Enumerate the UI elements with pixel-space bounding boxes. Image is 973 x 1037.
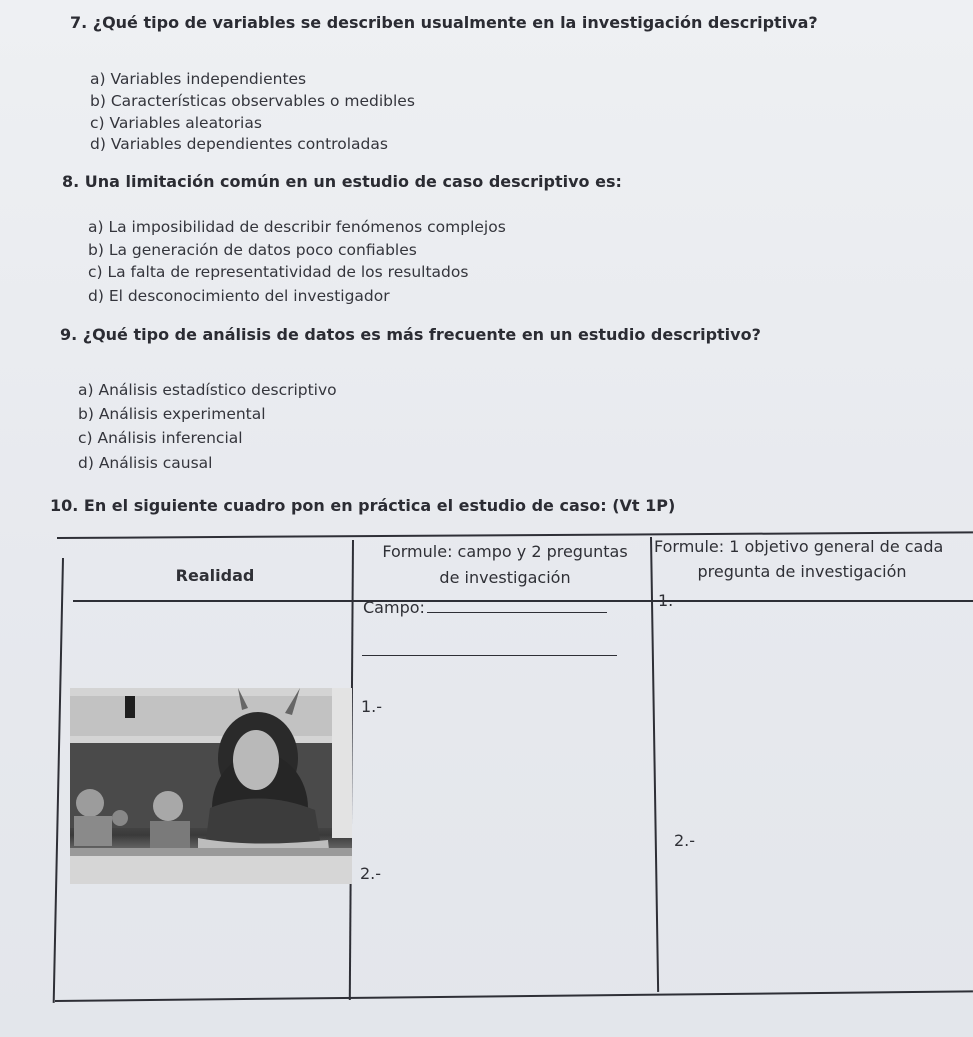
header-realidad: Realidad — [175, 566, 255, 585]
q7-option-c: c) Variables aleatorias — [90, 114, 262, 132]
q9-option-b: b) Análisis experimental — [78, 405, 266, 423]
col2-question-2: 2.- — [360, 864, 382, 883]
header-campo-preguntas-line2: de investigación — [439, 568, 571, 587]
header-campo-preguntas-line1: Formule: campo y 2 preguntas — [382, 542, 628, 561]
q7-option-d: d) Variables dependientes controladas — [90, 135, 388, 153]
question-8: 8. Una limitación común en un estudio de caso descriptivo es: — [62, 172, 622, 191]
campo-second-line[interactable] — [362, 655, 617, 656]
q7-option-a: a) Variables independientes — [90, 70, 307, 88]
question-7: 7. ¿Qué tipo de variables se describen usualmente en la investigación descriptiva? — [70, 13, 818, 32]
q7-option-b: b) Características observables o medibles — [90, 92, 415, 110]
question-10: 10. En el siguiente cuadro pon en práctica el estudio de caso: (Vt 1P) — [50, 496, 676, 515]
campo-label: Campo: — [363, 598, 425, 617]
q9-option-d: d) Análisis causal — [78, 454, 213, 472]
campo-row — [363, 598, 607, 617]
campo-blank-line[interactable] — [427, 598, 607, 613]
q8-option-b: b) La generación de datos poco confiables — [88, 241, 417, 259]
header-objetivo-line2: pregunta de investigación — [697, 562, 907, 581]
col3-objective-2: 2.- — [674, 831, 696, 850]
question-9: 9. ¿Qué tipo de análisis de datos es más frecuente en un estudio descriptivo? — [60, 325, 761, 344]
col2-question-1: 1.- — [361, 697, 383, 716]
classroom-photo — [70, 688, 352, 884]
q8-option-a: a) La imposibilidad de describir fenómenos complejos — [88, 218, 506, 236]
header-objetivo-line1: Formule: 1 objetivo general de cada — [654, 537, 944, 556]
q8-option-c: c) La falta de representatividad de los resultados — [88, 263, 469, 281]
q9-option-a: a) Análisis estadístico descriptivo — [78, 381, 337, 399]
classroom-photo-drawing — [70, 688, 352, 884]
col3-objective-1: 1.- — [658, 591, 680, 610]
q9-option-c: c) Análisis inferencial — [78, 429, 243, 447]
q8-option-d: d) El desconocimiento del investigador — [88, 287, 390, 305]
